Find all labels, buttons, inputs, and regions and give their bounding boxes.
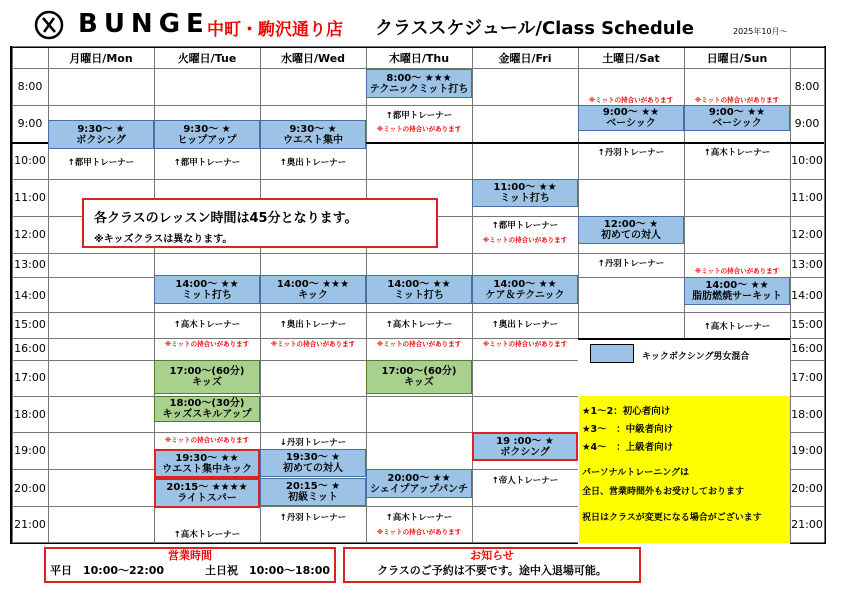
- grid-hline: [12, 46, 824, 47]
- class-wed-1400[interactable]: 14:00〜 ★★★ キック: [260, 275, 366, 304]
- mitt-note: ※ミットの持合いがあります: [694, 267, 780, 275]
- day-header: 水曜日/Wed: [280, 52, 346, 65]
- brand-name: BUNGE: [78, 9, 210, 39]
- time-label: 11:00: [14, 191, 46, 204]
- time-label: 14:00: [14, 289, 46, 302]
- legend-personal1: パーソナルトレーニングは: [582, 468, 690, 478]
- time-label: 10:00: [14, 154, 46, 167]
- trainer-tue-pm: ↑高木トレーナー: [173, 320, 241, 330]
- time-label: 15:00: [14, 318, 46, 331]
- legend-level1: ★1〜2：初心者向け: [582, 406, 671, 417]
- time-label: 16:00: [791, 342, 823, 355]
- time-label: 21:00: [791, 518, 823, 531]
- class-tue-1800[interactable]: 18:00〜(30分) キッズスキルアップ: [154, 396, 260, 422]
- trainer-tue-eve: ↑高木トレーナー: [173, 530, 241, 540]
- trainer-fri-am: ↑都甲トレーナー: [491, 221, 559, 231]
- logo-icon: [34, 10, 64, 40]
- legend-personal2: 全日、営業時間外もお受けしております: [582, 487, 745, 497]
- news-box: [343, 547, 641, 583]
- hours-weekend: 土日祝 10:00〜18:00: [204, 564, 330, 577]
- mitt-note: ※ミットの持合いがあります: [482, 236, 568, 244]
- business-hours-title: 営業時間: [168, 549, 212, 562]
- mitt-note: ※ミットの持合いがあります: [164, 340, 250, 348]
- time-label: 9:00: [17, 117, 43, 130]
- trainer-fri-pm: ↑奥出トレーナー: [491, 320, 559, 330]
- time-label: 17:00: [791, 371, 823, 384]
- lesson-notice: [82, 198, 438, 248]
- day-header: 木曜日/Thu: [388, 52, 450, 65]
- hours-weekday: 平日 10:00〜22:00: [50, 564, 165, 577]
- trainer-tue-am: ↑都甲トレーナー: [173, 158, 241, 168]
- lesson-notice-line2: ※キッズクラスは異なります。: [94, 234, 233, 245]
- class-mon-0930[interactable]: 9:30〜 ★ ボクシング: [48, 120, 154, 149]
- grid-vline: [824, 48, 825, 542]
- time-label: 8:00: [794, 80, 820, 93]
- time-label: 14:00: [791, 289, 823, 302]
- time-label: 11:00: [791, 191, 823, 204]
- time-label: 13:00: [791, 258, 823, 271]
- class-thu-0800[interactable]: 8:00〜 ★★★ テクニックミット打ち: [366, 69, 472, 98]
- trainer-wed-eve: ↑丹羽トレーナー: [279, 513, 347, 523]
- time-label: 20:00: [791, 482, 823, 495]
- trainer-thu-pm: ↑高木トレーナー: [385, 320, 453, 330]
- day-header: 月曜日/Mon: [69, 52, 133, 65]
- legend-color-swatch: [590, 344, 634, 363]
- time-label: 20:00: [14, 482, 46, 495]
- class-thu-1700[interactable]: 17:00〜(60分) キッズ: [366, 360, 472, 394]
- trainer-mon-am: ↑都甲トレーナー: [67, 158, 135, 168]
- time-label: 19:00: [791, 444, 823, 457]
- time-label: 16:00: [14, 342, 46, 355]
- time-label: 8:00: [17, 80, 43, 93]
- time-label: 19:00: [14, 444, 46, 457]
- time-label: 17:00: [14, 371, 46, 384]
- legend-holiday: 祝日はクラスが変更になる場合がございます: [582, 513, 762, 523]
- time-label: 21:00: [14, 518, 46, 531]
- class-fri-1900[interactable]: 19 :00〜 ★ ボクシング: [472, 432, 578, 461]
- class-sat-0900[interactable]: 9:00〜 ★★ ベーシック: [578, 105, 684, 131]
- class-wed-2015[interactable]: 20:15〜 ★ 初級ミット: [260, 478, 366, 506]
- class-tue-2015[interactable]: 20:15〜 ★★★★ ライトスパー: [154, 478, 260, 508]
- trainer-wed-am: ↑奥出トレーナー: [279, 158, 347, 168]
- time-label: 10:00: [791, 154, 823, 167]
- page-title: クラススケジュール/Class Schedule: [375, 18, 694, 39]
- day-header: 金曜日/Fri: [498, 52, 552, 65]
- mitt-note: ※ミットの持合いがあります: [376, 528, 462, 536]
- trainer-sun-pm: ↑高木トレーナー: [703, 322, 771, 332]
- trainer-thu-am: ↑都甲トレーナー: [385, 111, 453, 121]
- time-label: 13:00: [14, 258, 46, 271]
- mitt-note: ※ミットの持合いがあります: [588, 96, 674, 104]
- time-label: 9:00: [794, 117, 820, 130]
- effective-date: 2025年10月〜: [733, 27, 788, 36]
- day-header: 日曜日/Sun: [706, 52, 768, 65]
- time-label: 18:00: [14, 408, 46, 421]
- mitt-note: ※ミットの持合いがあります: [164, 436, 250, 444]
- lesson-notice-line1: 各クラスのレッスン時間は45分となります。: [94, 211, 358, 226]
- trainer-thu-eve: ↑高木トレーナー: [385, 513, 453, 523]
- branch-name: 中町・駒沢通り店: [207, 20, 343, 40]
- trainer-wed-pm: ↑奥出トレーナー: [279, 320, 347, 330]
- class-tue-1930[interactable]: 19:30〜 ★★ ウエスト集中キック: [154, 449, 260, 478]
- legend-level2: ★3〜 ：中級者向け: [582, 424, 674, 435]
- day-header: 火曜日/Tue: [177, 52, 237, 65]
- time-label: 18:00: [791, 408, 823, 421]
- trainer-fri-eve: ↑帝人トレーナー: [491, 476, 559, 486]
- trainer-sun-am: ↑高木トレーナー: [703, 148, 771, 158]
- class-tue-1700[interactable]: 17:00〜(60分) キッズ: [154, 360, 260, 394]
- mitt-note: ※ミットの持合いがあります: [376, 125, 462, 133]
- class-fri-1100[interactable]: 11:00〜 ★★ ミット打ち: [472, 179, 578, 207]
- class-tue-0930[interactable]: 9:30〜 ★ ヒップアップ: [154, 120, 260, 149]
- mitt-note: ※ミットの持合いがあります: [482, 340, 568, 348]
- legend-level3: ★4〜 ：上級者向け: [582, 442, 674, 453]
- time-label: 12:00: [14, 228, 46, 241]
- mitt-note: ※ミットの持合いがあります: [694, 96, 780, 104]
- legend-color-label: キックボクシング男女混合: [642, 352, 750, 362]
- time-label: 12:00: [791, 228, 823, 241]
- class-sun-1400[interactable]: 14:00〜 ★★ 脂肪燃焼サーキット: [684, 277, 790, 305]
- class-sat-1200[interactable]: 12:00〜 ★ 初めての対人: [578, 216, 684, 244]
- business-hours-box: [44, 547, 336, 583]
- mitt-note: ※ミットの持合いがあります: [270, 340, 356, 348]
- class-fri-1400[interactable]: 14:00〜 ★★ ケア＆テクニック: [472, 275, 578, 304]
- class-tue-1400[interactable]: 14:00〜 ★★ ミット打ち: [154, 275, 260, 304]
- news-title: お知らせ: [470, 549, 514, 562]
- trainer-wed-eve-top: ↓丹羽トレーナー: [279, 438, 347, 448]
- class-wed-0930[interactable]: 9:30〜 ★ ウエスト集中: [260, 120, 366, 149]
- class-sun-0900[interactable]: 9:00〜 ★★ ベーシック: [684, 105, 790, 131]
- trainer-sat-am: ↑丹羽トレーナー: [597, 148, 665, 158]
- mitt-note: ※ミットの持合いがあります: [376, 340, 462, 348]
- day-header: 土曜日/Sat: [602, 52, 660, 65]
- trainer-sat-noon: ↑丹羽トレーナー: [597, 259, 665, 269]
- news-text: クラスのご予約は不要です。途中入退場可能。: [377, 564, 607, 577]
- class-thu-1400[interactable]: 14:00〜 ★★ ミット打ち: [366, 275, 472, 304]
- class-thu-2000[interactable]: 20:00〜 ★★ シェイプアップパンチ: [366, 469, 472, 498]
- class-wed-1930[interactable]: 19:30〜 ★ 初めての対人: [260, 449, 366, 477]
- time-label: 15:00: [791, 318, 823, 331]
